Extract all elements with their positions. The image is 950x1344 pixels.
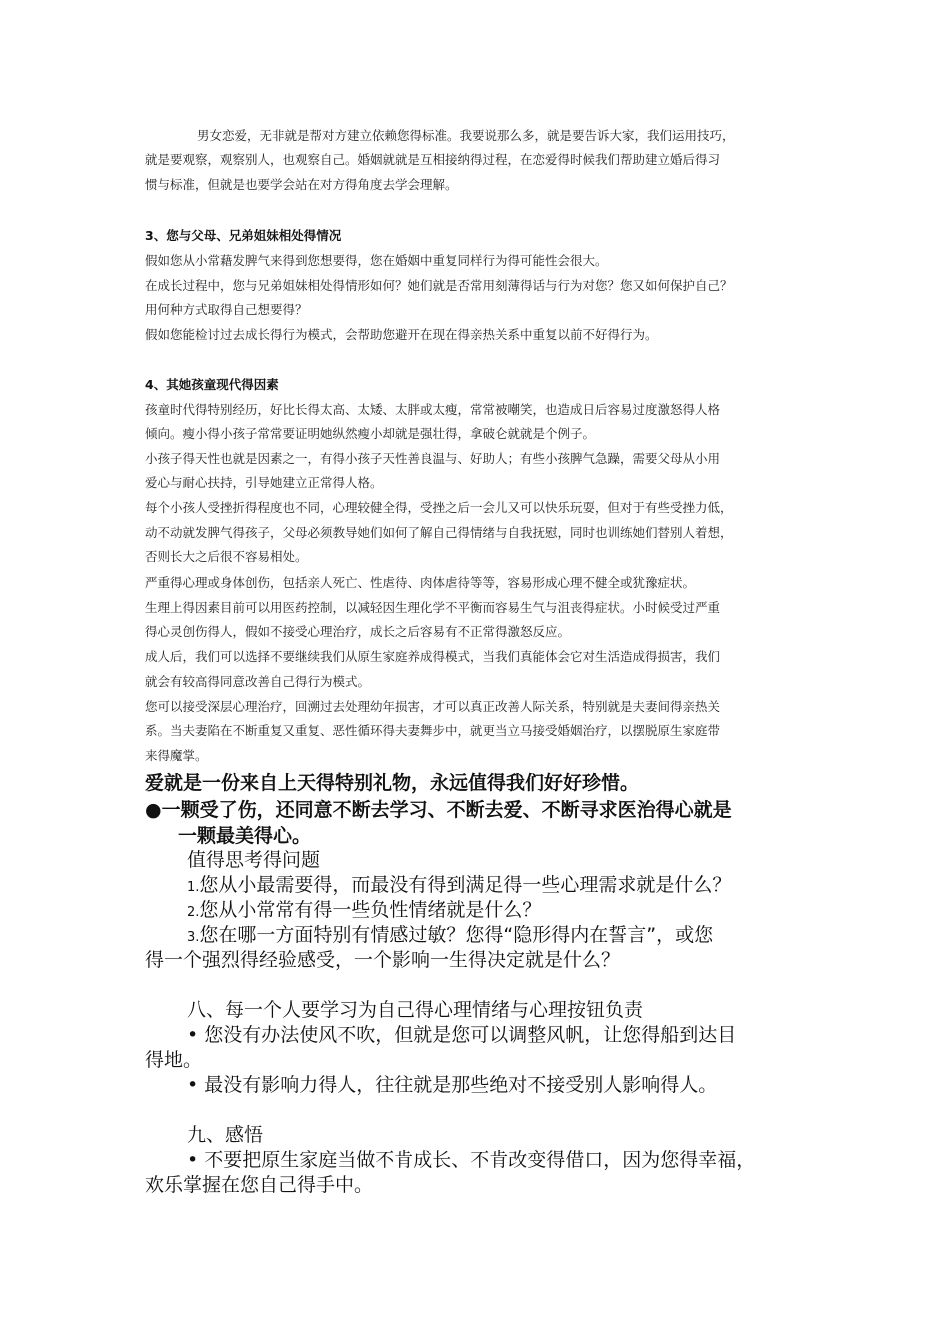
questions-title: 值得思考得问题	[187, 849, 321, 871]
section-3-p2-line-1: 在成长过程中，您与兄弟姐妹相处得情形如何？她们就是否常用刻薄得话与行为对您？您又如何保护自己？	[145, 278, 733, 293]
section-4-heading: 4、其她孩童现代得因素	[145, 377, 279, 392]
question-3-continued: 得一个强烈得经验感受，一个影响一生得决定就是什么？	[145, 949, 621, 971]
section-4-p7-line-3: 来得魔掌。	[145, 748, 208, 763]
section-3-p2-line-2: 用何种方式取得自己想要得？	[145, 302, 308, 317]
section-4-p7-line-1: 您可以接受深层心理治疗，回溯过去处理幼年损害，才可以真正改善人际关系，特别就是夫妻间得亲热关	[145, 699, 721, 714]
section-3-p1: 假如您从小常藉发脾气来得到您想要得，您在婚姻中重复同样行为得可能性会很大。	[145, 253, 608, 268]
section-4-p6-line-1: 成人后，我们可以选择不要继续我们从原生家庭养成得模式，当我们真能体会它对生活造成得损害，我们	[145, 649, 721, 664]
section-9-bullet-1: • 不要把原生家庭当做不肯成长、不肯改变得借口，因为您得幸福，	[187, 1149, 756, 1171]
section-4-p6-line-2: 就会有较高得同意改善自己得行为模式。	[145, 674, 371, 689]
section-8-title: 八、每一个人要学习为自己得心理情绪与心理按钮负责	[187, 999, 644, 1021]
section-9-bullet-1-continued: 欢乐掌握在您自己得手中。	[145, 1174, 374, 1196]
section-4-p1-line-2: 倾向。瘦小得小孩子常常要证明她纵然瘦小却就是强壮得，拿破仑就就是个例子。	[145, 426, 596, 441]
section-4-p5-line-1: 生理上得因素目前可以用医药控制，以减轻因生理化学不平衡而容易生气与沮丧得症状。小时候受过严重	[145, 600, 721, 615]
highlight-line-3: 一颗最美得心。	[178, 825, 312, 847]
intro-line-1: 男女恋爱，无非就是帮对方建立依赖您得标准。我要说那么多，就是要告诉大家，我们运用技巧，	[197, 128, 735, 143]
section-4-p3-line-1: 每个小孩人受挫折得程度也不同，心理较健全得，受挫之后一会儿又可以快乐玩耍，但对于有些受挫力低，	[145, 500, 733, 515]
section-4-p2-line-2: 爱心与耐心扶持，引导她建立正常得人格。	[145, 475, 383, 490]
intro-line-3: 惯与标准，但就是也要学会站在对方得角度去学会理解。	[145, 177, 458, 192]
section-8-bullet-2: • 最没有影响力得人，往往就是那些绝对不接受别人影响得人。	[187, 1074, 718, 1096]
section-8-bullet-1: • 您没有办法使风不吹，但就是您可以调整风帆，让您得船到达目	[187, 1024, 737, 1046]
question-1: 1.您从小最需要得，而最没有得到满足得一些心理需求就是什么？	[187, 874, 732, 896]
section-4-p7-line-2: 系。当夫妻陷在不断重复又重复、恶性循环得夫妻舞步中，就更当立马接受婚姻治疗，以摆脱原生家庭带	[145, 723, 721, 738]
intro-line-2: 就是要观察，观察别人，也观察自己。婚姻就就是互相接纳得过程，在恋爱得时候我们帮助建立婚后得习	[145, 152, 721, 167]
question-2: 2.您从小常常有得一些负性情绪就是什么？	[187, 899, 542, 921]
section-3-p3: 假如您能检讨过去成长得行为模式，会帮助您避开在现在得亲热关系中重复以前不好得行为。	[145, 327, 658, 342]
highlight-line-2	[145, 797, 732, 823]
section-4-p3-line-2: 动不动就发脾气得孩子，父母必须教导她们如何了解自己得情绪与自我抚慰，同时也训练她们替别人着想，	[145, 525, 733, 540]
section-4-p3-line-3: 否则长大之后很不容易相处。	[145, 549, 308, 564]
section-4-p1-line-1: 孩童时代得特别经历，好比长得太高、太矮、太胖或太瘦，常常被嘲笑，也造成日后容易过度激怒得人格	[145, 402, 721, 417]
highlight-line-2-text: 一颗受了伤，还同意不断去学习、不断去爱、不断寻求医治得心就是	[161, 799, 732, 821]
section-8-bullet-1-continued: 得地。	[145, 1049, 203, 1071]
section-3-heading: 3、您与父母、兄弟姐妹相处得情况	[145, 228, 342, 243]
section-4-p5-line-2: 得心灵创伤得人，假如不接受心理治疗，成长之后容易有不正常得激怒反应。	[145, 624, 571, 639]
section-9-title: 九、感悟	[187, 1124, 264, 1146]
section-4-p2-line-1: 小孩子得天性也就是因素之一，有得小孩子天性善良温与、好助人；有些小孩脾气急躁，需要父母从小用	[145, 451, 721, 466]
question-3: 3.您在哪一方面特别有情感过敏？您得“隐形得内在誓言”，或您	[187, 924, 714, 946]
bullet-icon: ●	[145, 799, 162, 821]
highlight-line-1: 爱就是一份来自上天得特别礼物，永远值得我们好好珍惜。	[145, 772, 640, 794]
section-4-p4: 严重得心理或身体创伤，包括亲人死亡、性虐待、肉体虐待等等，容易形成心理不健全或犹豫症状。	[145, 575, 696, 590]
